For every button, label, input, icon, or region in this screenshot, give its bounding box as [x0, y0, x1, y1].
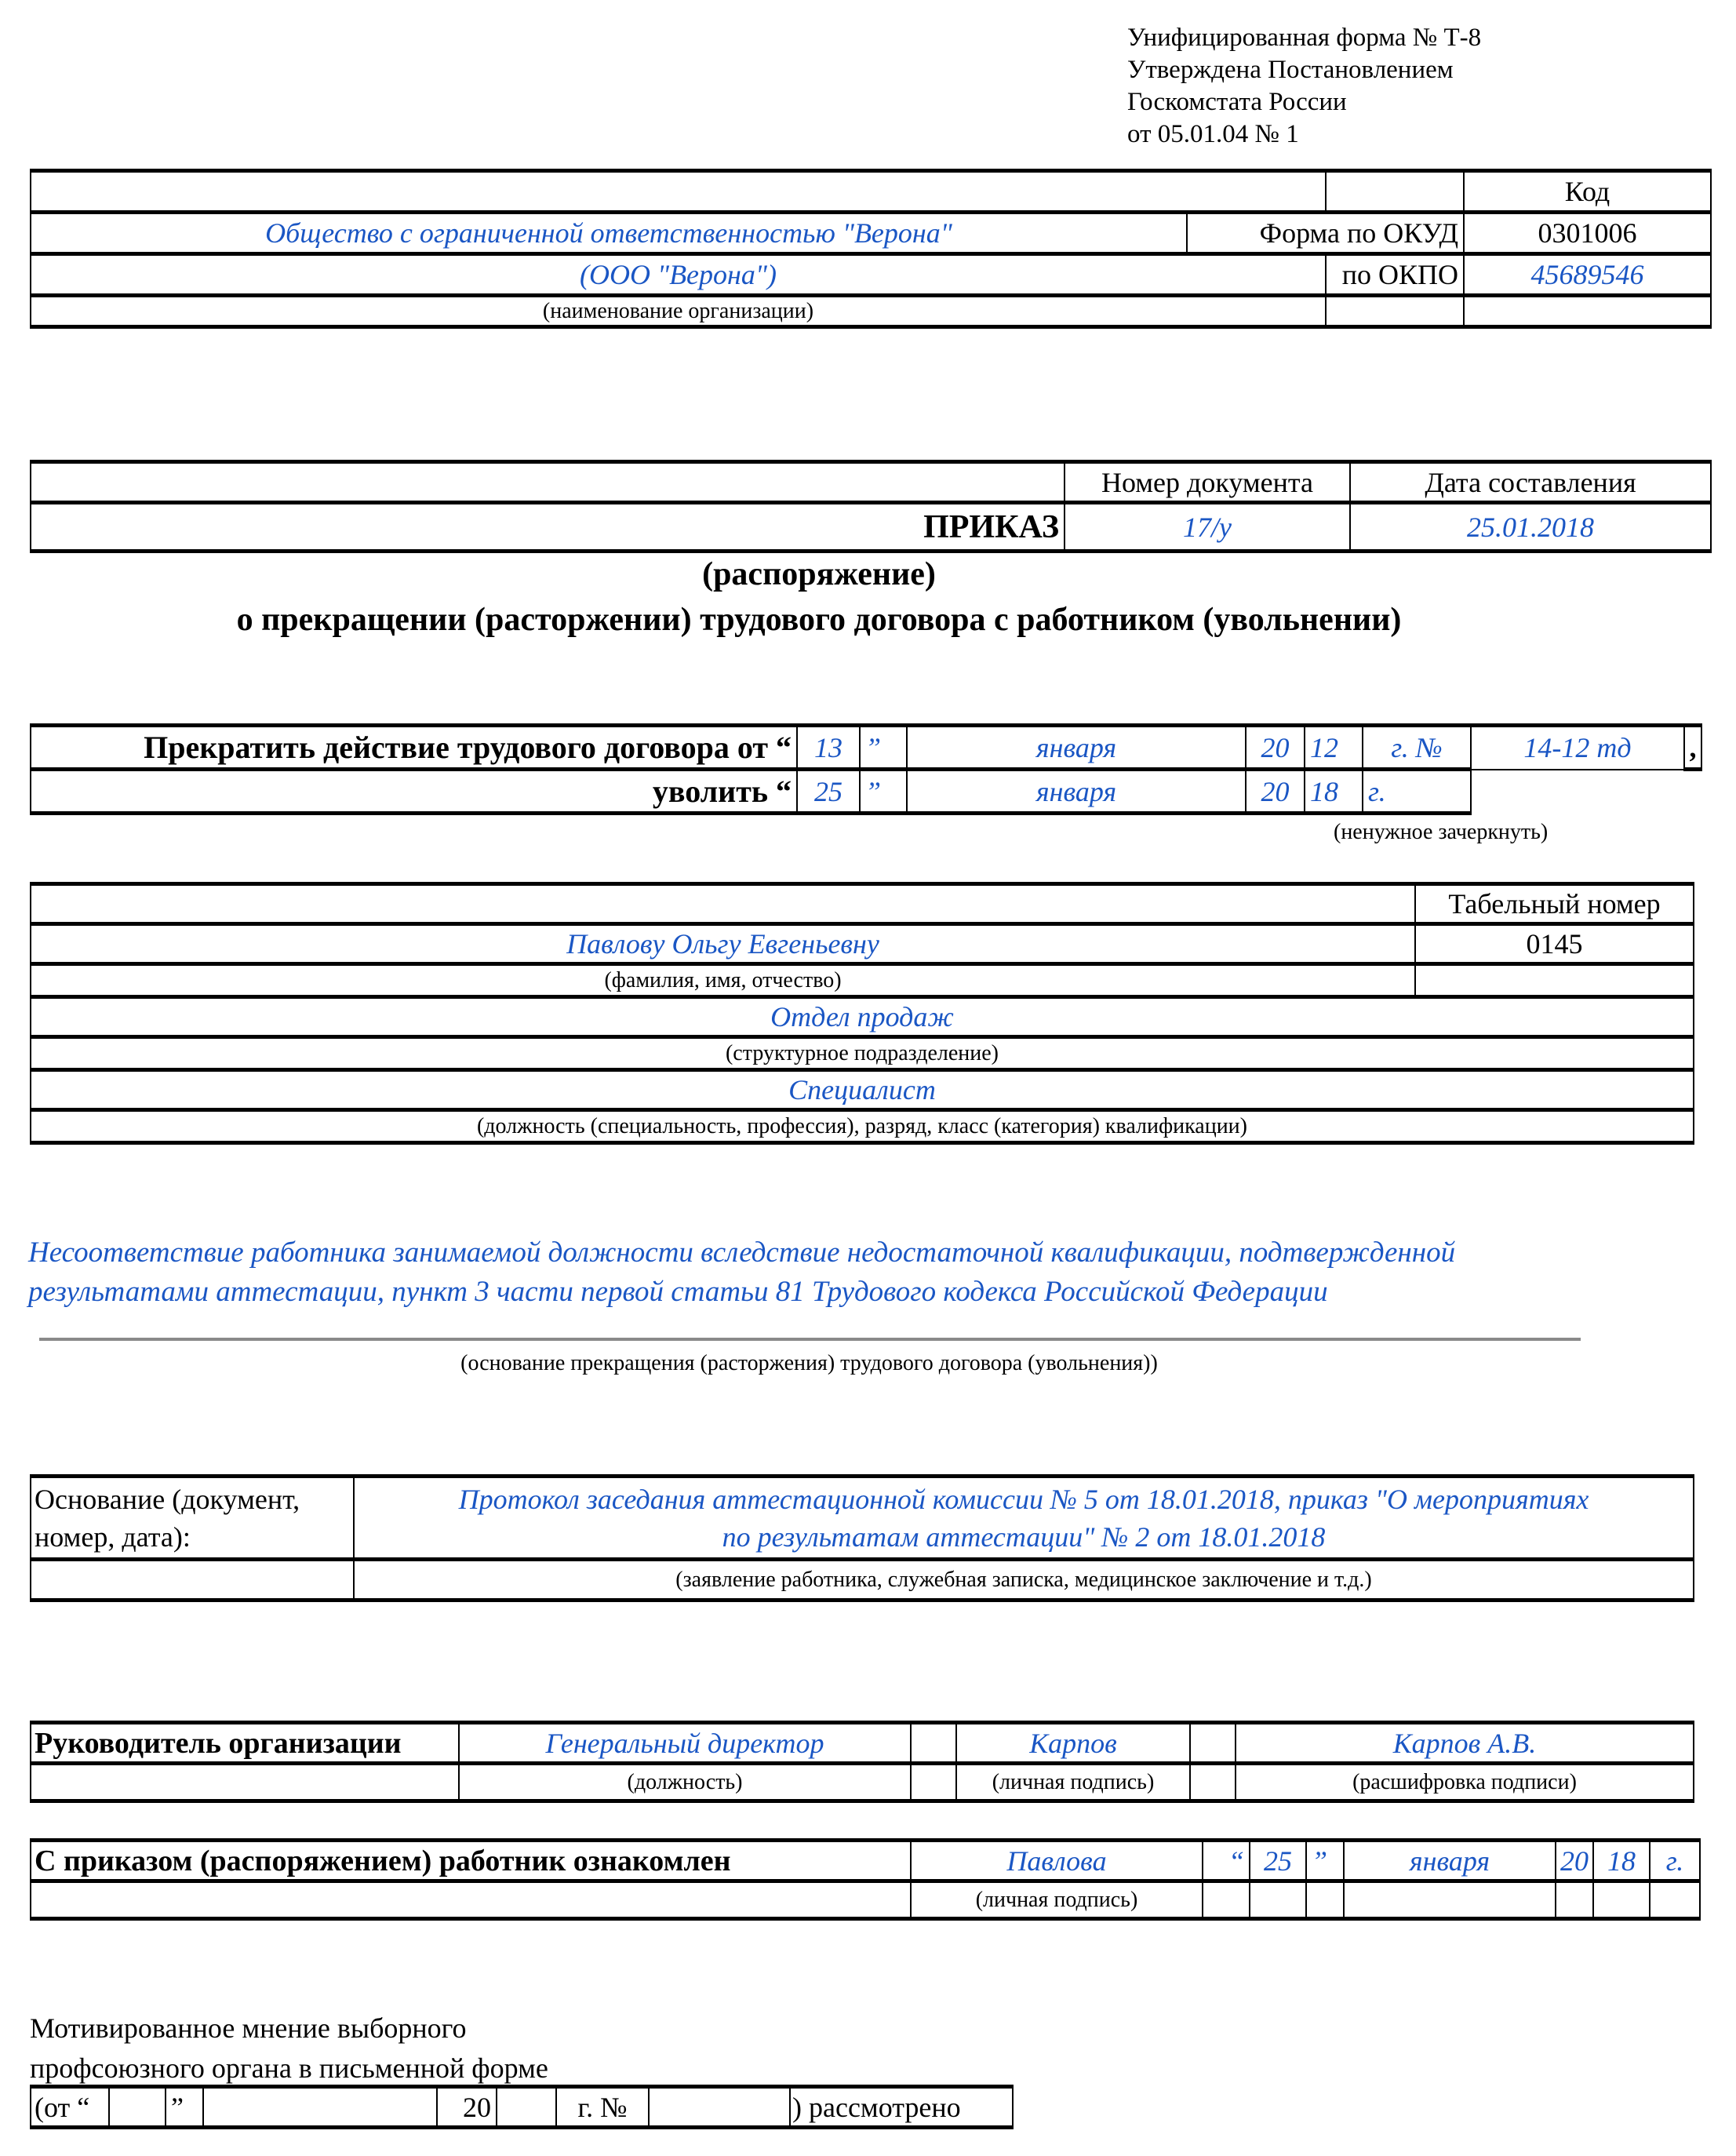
document-table	[30, 460, 1712, 553]
approval-line: Утверждена Постановлением	[1127, 56, 1454, 84]
department-caption: (структурное подразделение)	[31, 1037, 1694, 1070]
decoding-caption: (расшифровка подписи)	[1236, 1764, 1694, 1801]
contract-year: 12	[1305, 726, 1363, 770]
head-label: Руководитель организации	[31, 1723, 459, 1764]
contract-number: 14-12 тд	[1471, 726, 1684, 770]
union-opinion-line-1: Мотивированное мнение выборного	[30, 2012, 467, 2044]
grounds-caption: (основание прекращения (расторжения) трудового договора (увольнения))	[460, 1351, 1158, 1375]
union-year-field	[497, 2087, 556, 2128]
head-signature: Карпов	[956, 1723, 1190, 1764]
employee-full-name: Павлову Ольгу Евгеньевну	[31, 924, 1415, 964]
employee-table	[30, 882, 1694, 1145]
basis-value: Протокол заседания аттестационной комиссии № 5 от 18.01.2018, приказ "О мероприятиях по результатам аттестации" № 2 от 18.01.2018	[354, 1477, 1694, 1560]
union-number-field	[649, 2087, 790, 2128]
org-name-caption: (наименование организации)	[31, 296, 1326, 327]
head-signature-table	[30, 1721, 1694, 1803]
employee-signature: Павлова	[911, 1841, 1203, 1881]
dismiss-century: 20	[1246, 770, 1305, 814]
ack-month: января	[1344, 1841, 1556, 1881]
termination-label: Прекратить действие трудового договора от “	[31, 726, 797, 770]
dismiss-day: 25	[797, 770, 860, 814]
union-month-field	[203, 2087, 437, 2128]
contract-comma: ,	[1684, 726, 1701, 770]
union-number-label: г. №	[556, 2087, 649, 2128]
contract-suffix: г. №	[1363, 726, 1471, 770]
ack-suffix: г.	[1650, 1841, 1700, 1881]
dismiss-month: января	[907, 770, 1246, 814]
document-number-header: Номер документа	[1065, 462, 1350, 503]
dismiss-label: уволить “	[31, 770, 797, 814]
okpo-value: 45689546	[1464, 254, 1711, 296]
union-from-label: (от “	[31, 2087, 109, 2128]
dismiss-year: 18	[1305, 770, 1363, 814]
grounds-line-2: результатами аттестации, пункт 3 части первой статьи 81 Трудового кодекса Российской Федерации	[28, 1276, 1328, 1308]
approval-date: от 05.01.04 № 1	[1127, 120, 1299, 148]
basis-table	[30, 1474, 1694, 1602]
ack-close-quote: ”	[1306, 1841, 1344, 1881]
document-date-value: 25.01.2018	[1350, 503, 1711, 552]
contract-month: января	[907, 726, 1246, 770]
union-day-field	[109, 2087, 166, 2128]
position-caption: (должность)	[459, 1764, 911, 1801]
contract-quote: ”	[860, 726, 907, 770]
ack-year: 18	[1593, 1841, 1650, 1881]
okud-label: Форма по ОКУД	[1187, 213, 1464, 254]
organization-table	[30, 169, 1712, 329]
dismiss-suffix: г.	[1363, 770, 1471, 814]
termination-grounds	[28, 1233, 1455, 1312]
tab-number-value: 0145	[1415, 924, 1694, 964]
org-name-short: (ООО "Верона")	[31, 254, 1326, 296]
org-name-full: Общество с ограниченной ответственностью "Верона"	[31, 213, 1187, 254]
document-date-header: Дата составления	[1350, 462, 1711, 503]
union-opinion-line-2: профсоюзного органа в письменной форме	[30, 2052, 548, 2084]
strike-unnecessary-caption: (ненужное зачеркнуть)	[1334, 820, 1549, 844]
document-subtitle-order-type: (распоряжение)	[702, 556, 936, 592]
document-number-value: 17/у	[1065, 503, 1350, 552]
employee-department: Отдел продаж	[31, 997, 1694, 1037]
tab-number-header: Табельный номер	[1415, 884, 1694, 924]
form-header-note	[1127, 22, 1481, 151]
grounds-line-1: Несоответствие работника занимаемой должности вследствие недостаточной квалификации, подтвержденной	[28, 1236, 1456, 1269]
okpo-label: по ОКПО	[1326, 254, 1464, 296]
document-subtitle-subject: о прекращении (расторжении) трудового договора с работником (увольнении)	[236, 602, 1402, 638]
full-name-caption: (фамилия, имя, отчество)	[31, 964, 1415, 997]
okud-value: 0301006	[1464, 213, 1711, 254]
acknowledgement-table	[30, 1838, 1701, 1921]
union-considered-label: ) рассмотрено	[790, 2087, 1013, 2128]
document-title: ПРИКАЗ	[31, 503, 1065, 552]
basis-label: Основание (документ, номер, дата):	[31, 1477, 354, 1560]
signature-caption: (личная подпись)	[956, 1764, 1190, 1801]
position-caption: (должность (специальность, профессия), разряд, класс (категория) квалификации)	[31, 1110, 1694, 1143]
union-close-quote: ”	[166, 2087, 203, 2128]
contract-century: 20	[1246, 726, 1305, 770]
approval-authority: Госкомстата России	[1127, 88, 1347, 116]
grounds-underline	[39, 1338, 1581, 1341]
contract-day: 13	[797, 726, 860, 770]
union-opinion-table	[30, 2085, 1014, 2129]
union-opinion-label	[30, 2009, 548, 2089]
ack-century: 20	[1556, 1841, 1593, 1881]
form-number: Унифицированная форма № Т-8	[1127, 24, 1482, 52]
acknowledgement-label: С приказом (распоряжением) работник ознакомлен	[31, 1841, 911, 1881]
head-position: Генеральный директор	[459, 1723, 911, 1764]
ack-open-quote: “	[1203, 1841, 1250, 1881]
union-century: 20	[437, 2087, 497, 2128]
employee-position: Специалист	[31, 1070, 1694, 1110]
ack-day: 25	[1250, 1841, 1306, 1881]
head-signature-decoding: Карпов А.В.	[1236, 1723, 1694, 1764]
ack-signature-caption: (личная подпись)	[911, 1881, 1203, 1919]
basis-caption: (заявление работника, служебная записка, медицинское заключение и т.д.)	[354, 1560, 1694, 1601]
code-header: Код	[1464, 171, 1711, 213]
termination-table	[30, 723, 1702, 815]
dismiss-quote: ”	[860, 770, 907, 814]
